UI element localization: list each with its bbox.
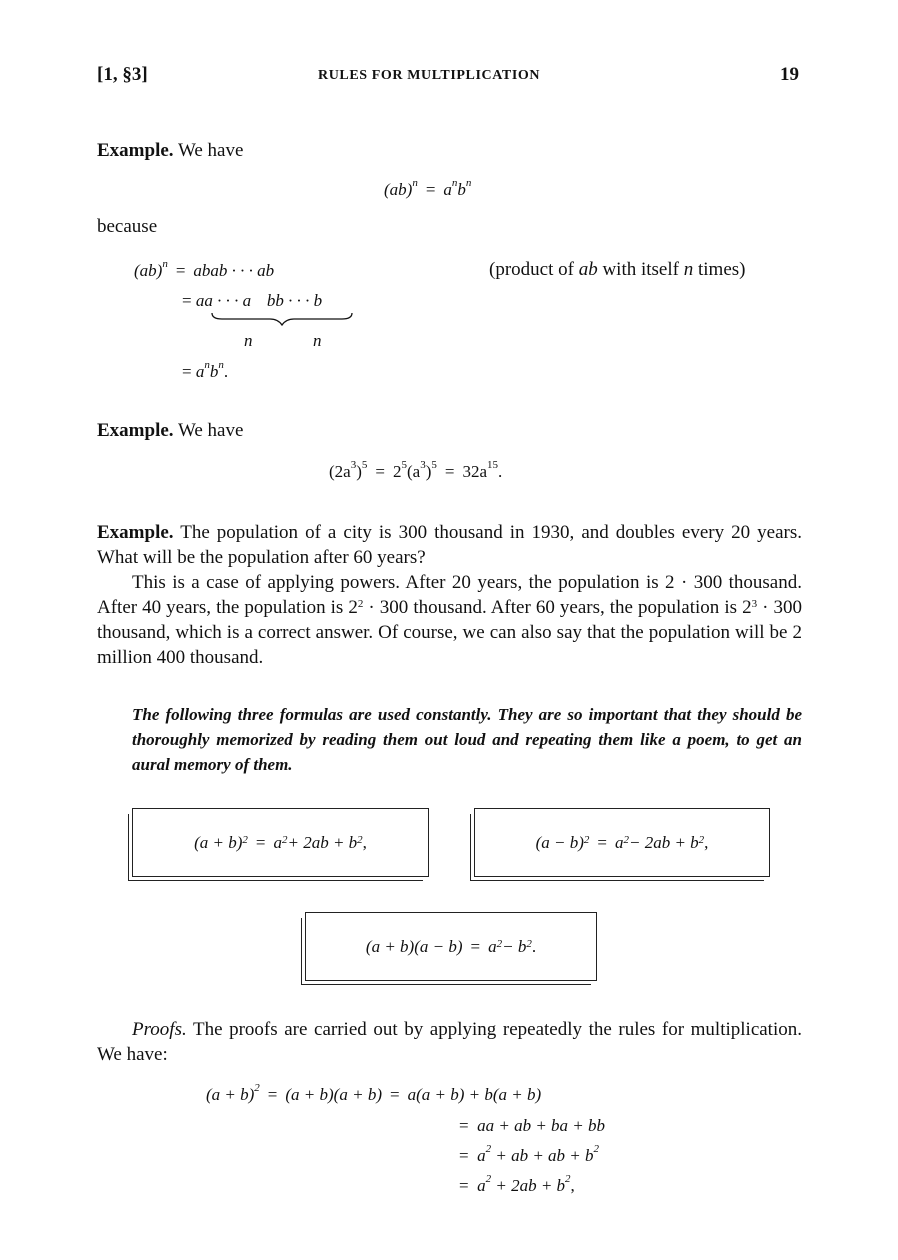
example-2-heading xyxy=(97,420,243,442)
formula-difference-of-squares: (a + b)(a − b) = a $^2$ − b $^2$ . xyxy=(365,936,537,956)
example-3-paragraph xyxy=(97,520,802,570)
section-reference: [1, §3] xyxy=(97,64,148,85)
formula-term: b xyxy=(457,180,466,199)
proof-line-2: = aa + ab + ba + bb xyxy=(459,1116,606,1135)
because-text: because xyxy=(97,216,158,237)
formula-lhs: (ab) xyxy=(384,180,413,199)
example-intro: We have xyxy=(177,420,244,441)
proofs-text: The proofs are carried out by applying repeatedly the rules for multiplication. We have: xyxy=(97,1019,802,1065)
brace-label-a: n xyxy=(244,331,253,350)
proof-line-1: $(a + b)^2 = (a + b)(a + b) = a(a + b) + b(a + b)$ xyxy=(206,1082,542,1104)
example-1-formula: $(ab)^n = a^nb^n$ xyxy=(384,177,472,199)
example-3-question: The population of a city is 300 thousand in 1930, and doubles every 20 years. What will be the population after 60 years? xyxy=(97,522,802,568)
exponent: n xyxy=(465,177,472,189)
formula-box-sum-square xyxy=(132,808,429,877)
derivation-line-3: = $a^nb^n$. xyxy=(182,359,229,381)
derivation-expr: abab · · · ab xyxy=(193,261,275,280)
example-label: Example. xyxy=(97,140,174,161)
page-number: 19 xyxy=(780,64,799,85)
proofs-paragraph xyxy=(97,1017,802,1067)
brace-label-b: n xyxy=(313,331,322,350)
proof-line-3: = $a^2$ + ab + ab + $b^2$ xyxy=(459,1143,600,1165)
exponent: n xyxy=(412,177,418,189)
proof-line-4: = $a^2 + 2ab + b^2$, xyxy=(459,1173,575,1195)
formula-term: a xyxy=(443,180,452,199)
running-title: RULES FOR MULTIPLICATION xyxy=(318,68,541,83)
formula-difference-square: (a − b) $^2$ = a $^2$ − 2ab + b $^2$ , xyxy=(535,832,709,852)
memorize-note: The following three formulas are used constantly. They are so important that they should be thoroughly memorized by reading them out loud and repeating them like a poem, to get an aural memory of them. xyxy=(132,705,802,774)
example-label: Example. xyxy=(97,522,174,543)
proofs-label: Proofs. xyxy=(132,1019,187,1040)
example-2-formula: $(2a^3)^5 = 2^5(a^3)^5 = 32a^{15}$. xyxy=(329,459,503,481)
example-label: Example. xyxy=(97,420,174,441)
formula-sum-square: (a + b) $^2$ = a $^2$ + 2ab + b $^2$ , xyxy=(194,832,367,852)
exponent: n xyxy=(451,177,458,189)
derivation-comment: (product of ab with itself n times) xyxy=(489,259,746,280)
formula-box-difference-of-squares xyxy=(305,912,597,981)
formula-box-difference-square xyxy=(474,808,770,877)
derivation-line-2: = aa · · · a bb · · · b xyxy=(182,291,323,310)
derivation-line-1: (ab)$^n$ = abab · · · ab xyxy=(134,258,275,280)
example-1-heading xyxy=(97,140,243,162)
example-intro: We have xyxy=(177,140,244,161)
derivation-group-a: aa · · · a xyxy=(195,291,252,310)
underbrace-pair xyxy=(210,311,360,329)
example-3-solution: This is a case of applying powers. After 20 years, the population is 2 · 300 thousand. After 40 years, the population is $2^2 \cdot 300$ thousand. After 60 years, the population is $2^3 \cdot 300$ thousand, which is a correct answer. Of course, we can also say that the population will be 2 million 400 thousand. xyxy=(97,572,803,668)
derivation-group-b: bb · · · b xyxy=(266,291,323,310)
